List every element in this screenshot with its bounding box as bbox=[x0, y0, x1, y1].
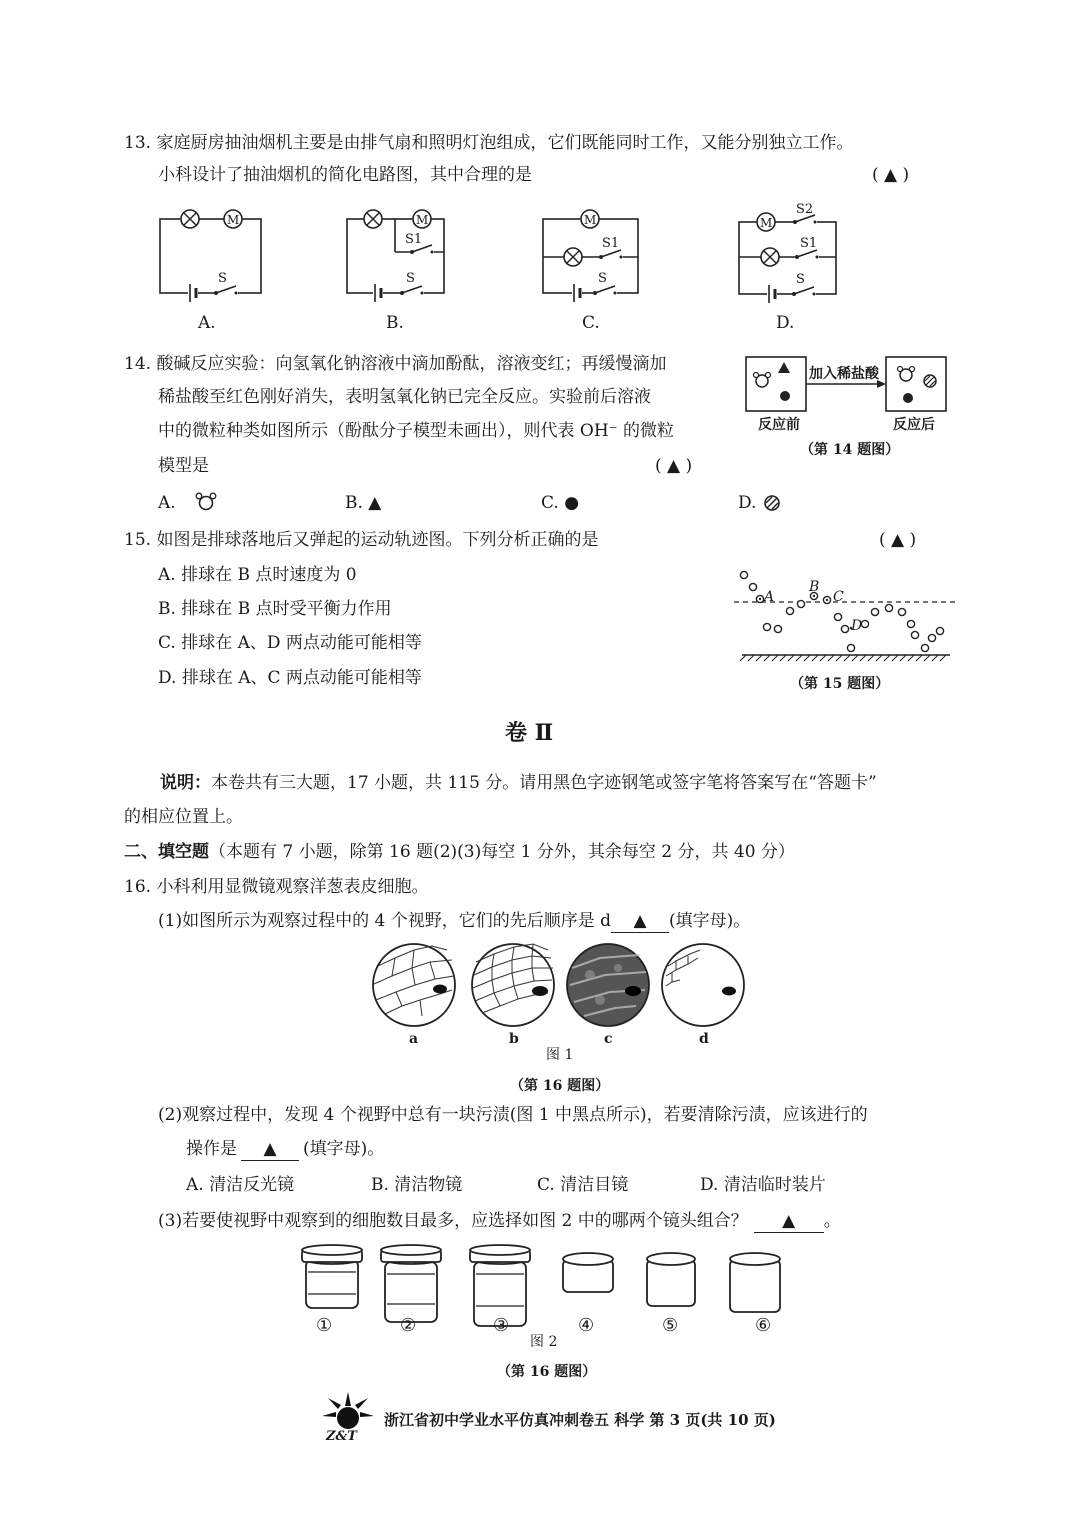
q14-figure-caption: （第 14 题图） bbox=[800, 442, 900, 458]
q16-sub2-option-b: B. 清洁物镜 bbox=[371, 1175, 463, 1195]
circuit-d-motor-label: M bbox=[760, 216, 773, 230]
circuit-b-switch-label: S bbox=[406, 271, 415, 286]
circuit-c-motor-label: M bbox=[584, 213, 597, 227]
q16-sub3: (3)若要使视野中观察到的细胞数目最多，应选择如图 2 中的哪两个镜头组合？ ▲ 。 bbox=[158, 1211, 841, 1231]
q15-stem: 15. 如图是排球落地后又弹起的运动轨迹图。下列分析正确的是 bbox=[124, 530, 599, 550]
q13-option-d: D. bbox=[776, 313, 795, 333]
q15-option-c: C. 排球在 A、D 两点动能可能相等 bbox=[158, 633, 422, 653]
q14-option-d: D. bbox=[738, 493, 757, 513]
part-2-label: 二、填空题 bbox=[124, 842, 209, 862]
circuit-b-switch1-label: S1 bbox=[405, 232, 423, 247]
section-2-note-label: 说明： bbox=[160, 773, 211, 793]
q13-answer-bracket: ( ▲ ) bbox=[872, 165, 910, 185]
q15-point-c-label: C bbox=[833, 589, 844, 605]
circuit-a-motor-label: M bbox=[227, 213, 240, 227]
section-2-note-line2: 的相应位置上。 bbox=[124, 807, 243, 827]
q14-stem-line2: 稀盐酸至红色刚好消失，表明氢氧化钠已完全反应。实验前后溶液 bbox=[158, 387, 651, 407]
fig1-name: 图 1 bbox=[546, 1047, 574, 1063]
circuit-a-switch-label: S bbox=[218, 271, 227, 286]
lens-label-4: ④ bbox=[578, 1315, 595, 1336]
circuit-c-switch1-label: S1 bbox=[602, 236, 620, 251]
q16-figure-caption-1: （第 16 题图） bbox=[510, 1078, 610, 1094]
section-2-title: 卷 Ⅱ bbox=[505, 720, 554, 746]
section-2-note-line1: 说明：本卷共有三大题，17 小题，共 115 分。请用黑色字迹钢笔或签字笔将答案写在“答题卡” bbox=[160, 773, 877, 793]
q16-sub2-answer-blank[interactable]: ▲ bbox=[241, 1138, 299, 1161]
lens-label-2: ② bbox=[400, 1315, 417, 1336]
q15-option-d: D. 排球在 A、C 两点动能可能相等 bbox=[158, 668, 422, 688]
q16-sub2-line1: (2)观察过程中，发现 4 个视野中总有一块污渍(图 1 中黑点所示)，若要清除污渍，应该进行的 bbox=[158, 1105, 868, 1125]
q14-answer-bracket: ( ▲ ) bbox=[655, 456, 693, 476]
q14-option-c: C. ● bbox=[541, 493, 580, 513]
q14-after-label: 反应后 bbox=[893, 417, 935, 433]
q13-option-c: C. bbox=[582, 313, 600, 333]
fig1-label-b: b bbox=[509, 1031, 519, 1047]
q16-sub2-option-c: C. 清洁目镜 bbox=[537, 1175, 629, 1195]
circuit-d-switch2-label: S2 bbox=[796, 202, 814, 217]
lens-label-1: ① bbox=[316, 1315, 333, 1336]
q15-answer-bracket: ( ▲ ) bbox=[879, 530, 917, 550]
q14-stem-line4: 模型是 bbox=[158, 456, 209, 476]
q14-before-label: 反应前 bbox=[758, 417, 800, 433]
lens-label-5: ⑤ bbox=[662, 1315, 679, 1336]
fig2-name: 图 2 bbox=[530, 1334, 558, 1350]
q16-sub2-option-d: D. 清洁临时装片 bbox=[700, 1175, 826, 1195]
q16-sub2-line2: 操作是 ▲ (填字母)。 bbox=[186, 1139, 385, 1159]
q15-option-b: B. 排球在 B 点时受平衡力作用 bbox=[158, 599, 392, 619]
circuit-b-motor-label: M bbox=[416, 213, 429, 227]
q16-sub2-option-a: A. 清洁反光镜 bbox=[186, 1175, 295, 1195]
q13-option-a: A. bbox=[198, 313, 216, 333]
q13-stem-line1: 13. 家庭厨房抽油烟机主要是由排气扇和照明灯泡组成，它们既能同时工作，又能分别独立工作。 bbox=[124, 133, 854, 153]
q16-stem: 16. 小科利用显微镜观察洋葱表皮细胞。 bbox=[124, 877, 429, 897]
q16-sub1: (1)如图所示为观察过程中的 4 个视野，它们的先后顺序是 d ▲ (填字母)。 bbox=[158, 911, 751, 931]
q14-stem-line3: 中的微粒种类如图所示（酚酞分子模型未画出），则代表 OH⁻ 的微粒 bbox=[158, 421, 675, 441]
q14-option-b: B. ▲ bbox=[345, 493, 382, 513]
q14-option-a: A. bbox=[158, 493, 176, 513]
fig1-label-d: d bbox=[699, 1031, 709, 1047]
publisher-logo-text: Z&T bbox=[326, 1429, 357, 1444]
q14-stem-line1: 14. 酸碱反应实验：向氢氧化钠溶液中滴加酚酞，溶液变红；再缓慢滴加 bbox=[124, 354, 667, 374]
q16-sub1-answer-blank[interactable]: ▲ bbox=[611, 910, 669, 933]
q15-option-a: A. 排球在 B 点时速度为 0 bbox=[158, 565, 357, 585]
q15-point-a-label: A bbox=[764, 589, 775, 605]
q15-point-d-label: D bbox=[851, 618, 863, 634]
circuit-c-switch-label: S bbox=[598, 271, 607, 286]
part-2-heading: 二、填空题（本题有 7 小题，除第 16 题(2)(3)每空 1 分外，其余每空 2 分，共 40 分） bbox=[124, 842, 795, 862]
circuit-d-switch1-label: S1 bbox=[800, 236, 818, 251]
footer-page-info: 浙江省初中学业水平仿真冲刺卷五 科学 第 3 页(共 10 页) bbox=[384, 1411, 776, 1429]
q15-point-b-label: B bbox=[809, 579, 820, 595]
q14-arrow-label: 加入稀盐酸 bbox=[809, 366, 879, 382]
fig1-label-a: a bbox=[409, 1031, 419, 1047]
q13-option-b: B. bbox=[386, 313, 404, 333]
circuit-d-switch-label: S bbox=[796, 272, 805, 287]
q16-figure-caption-2: （第 16 题图） bbox=[497, 1364, 597, 1380]
q15-figure-caption: （第 15 题图） bbox=[790, 676, 890, 692]
q13-stem-line2: 小科设计了抽油烟机的简化电路图，其中合理的是 bbox=[158, 165, 532, 185]
q16-sub3-answer-blank[interactable]: ▲ bbox=[754, 1210, 824, 1233]
fig1-label-c: c bbox=[604, 1031, 613, 1047]
lens-label-6: ⑥ bbox=[755, 1315, 772, 1336]
lens-label-3: ③ bbox=[493, 1315, 510, 1336]
